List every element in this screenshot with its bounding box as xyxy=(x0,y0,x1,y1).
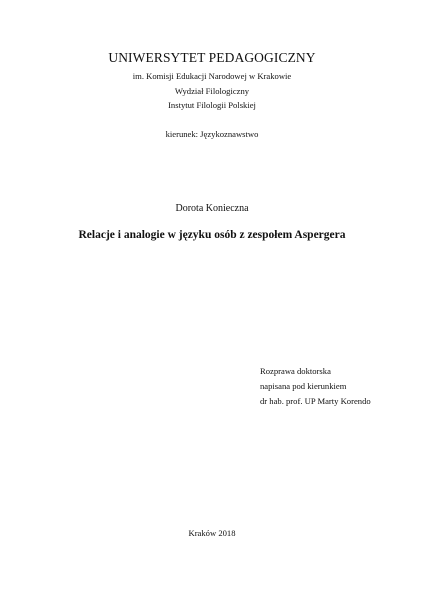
supervision-block xyxy=(260,364,371,409)
thesis-type-line: Rozprawa doktorska xyxy=(260,366,331,376)
affiliation-line-commission: im. Komisji Edukacji Narodowej w Krakowie xyxy=(132,71,292,81)
affiliation-line-faculty: Wydział Filologiczny xyxy=(174,86,250,96)
supervision-line: napisana pod kierunkiem xyxy=(260,381,347,391)
thesis-title: Relacje i analogie w języku osób z zespołem Aspergera xyxy=(78,229,346,241)
supervisor-name-line: dr hab. prof. UP Marty Korendo xyxy=(260,396,371,406)
author-name: Dorota Konieczna xyxy=(175,203,249,214)
place-and-year: Kraków 2018 xyxy=(188,528,236,538)
affiliation-line-institute: Instytut Filologii Polskiej xyxy=(168,100,256,110)
major-line: kierunek: Językoznawstwo xyxy=(165,129,259,139)
university-name: UNIWERSYTET PEDAGOGICZNY xyxy=(108,50,316,65)
